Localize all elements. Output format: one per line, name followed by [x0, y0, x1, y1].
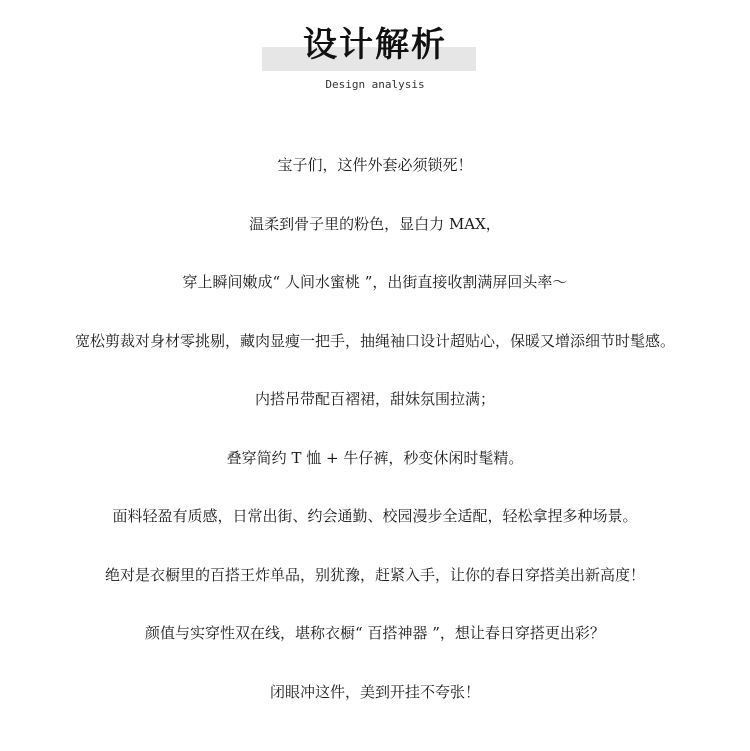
section-title: 设计解析: [303, 25, 447, 65]
text-line: 温柔到骨子里的粉色，显白力 MAX，: [249, 214, 501, 233]
text-line: 穿上瞬间嫩成“ 人间水蜜桃 ”，出街直接收割满屏回头率～: [182, 273, 568, 291]
text-line: 内搭吊带配百褶裙，甜妹氛围拉满；: [254, 390, 495, 408]
text-line: 面料轻盈有质感，日常出街、约会通勤、校园漫步全适配，轻松拿捏多种场景。: [112, 507, 638, 525]
text-line: 宽松剪裁对身材零挑剔，藏肉显瘦一把手，抽绳袖口设计超贴心，保暖又增添细节时髦感。: [74, 331, 675, 350]
text-line: 闭眼冲这件，美到开挂不夸张！: [269, 682, 480, 701]
text-line: 宝子们，这件外套必须锁死！: [277, 156, 473, 174]
text-line: 叠穿简约 T 恤 + 牛仔裤，秒变休闲时髦精。: [226, 448, 524, 467]
text-line: 颜值与实穿性双在线，堪称衣橱“ 百搭神器 ”，想让春日穿搭更出彩？: [145, 624, 605, 642]
section-subtitle: Design analysis: [325, 78, 425, 91]
text-line: 绝对是衣橱里的百搭王炸单品，别犹豫，赶紧入手，让你的春日穿搭美出新高度！: [104, 565, 645, 584]
section-header: [0, 0, 750, 110]
description-text: [0, 148, 750, 733]
